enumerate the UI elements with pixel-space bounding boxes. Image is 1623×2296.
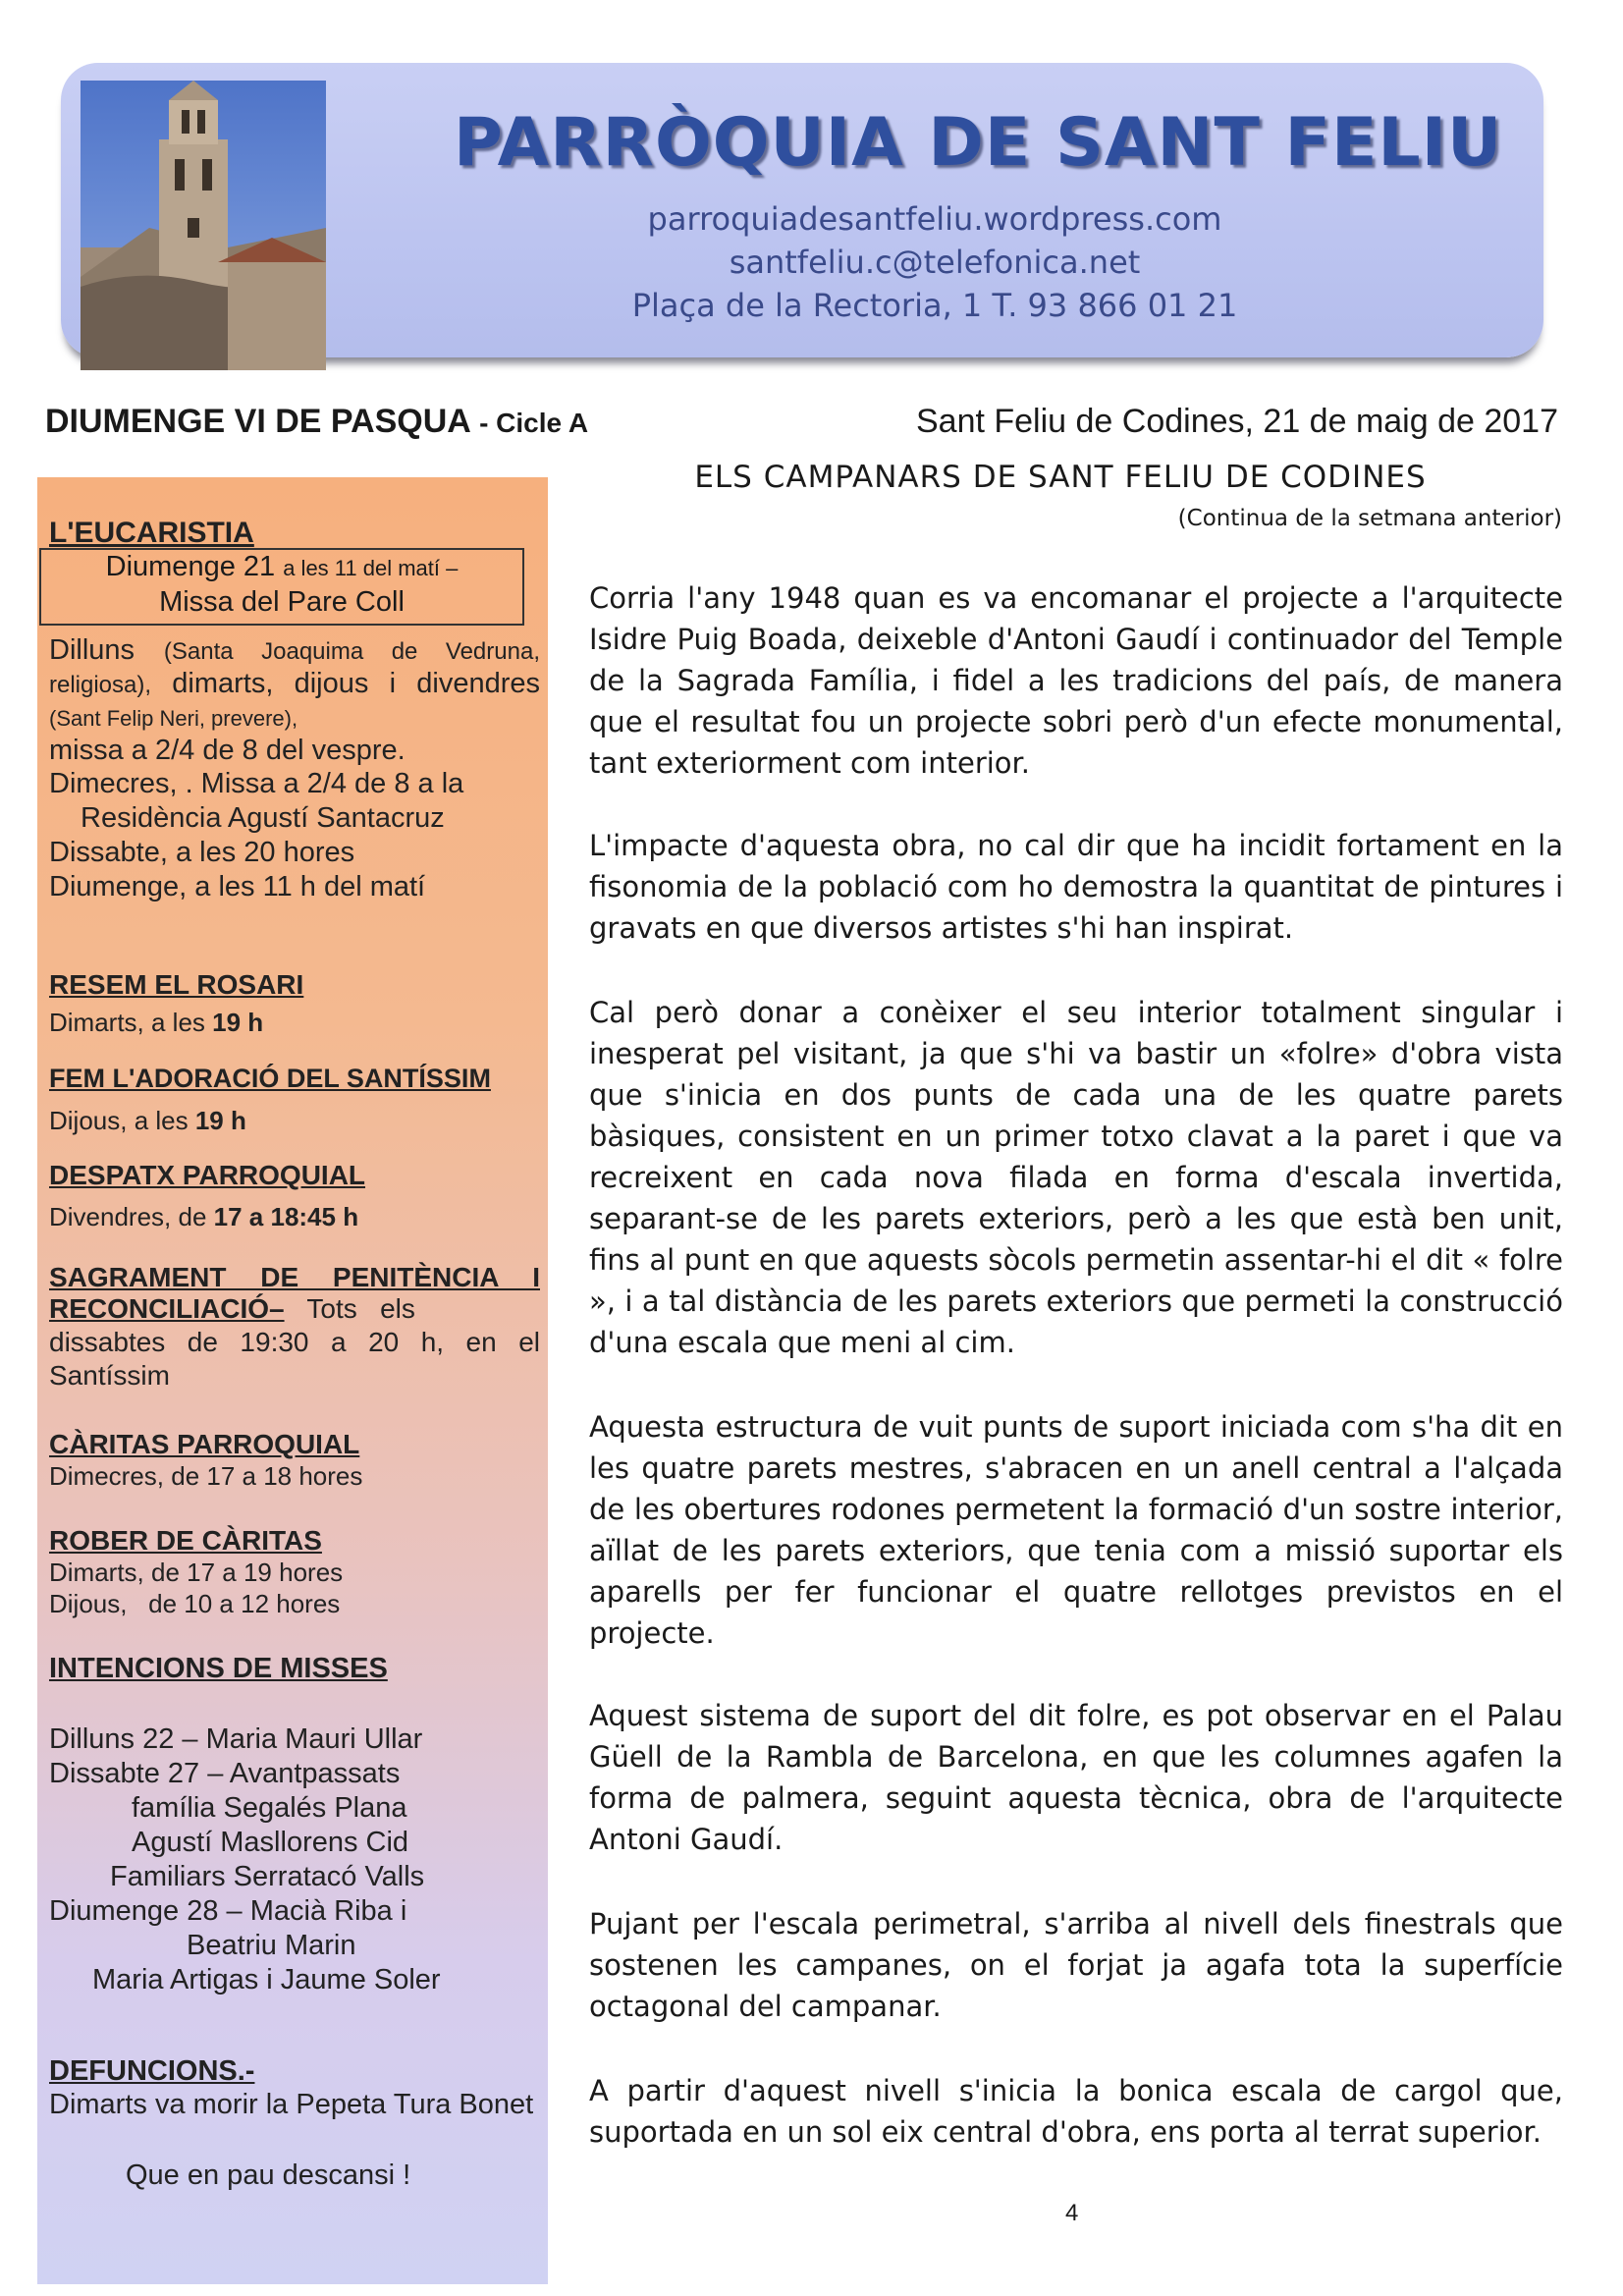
- article-paragraph-5: Aquest sistema de suport del dit folre, es pot observar en el Palau Güell de la Rambla de Barcelona, en que les columnes agafen la forma de palmera, seguint aquesta tècnica, obra de l'arquitecte Antoni Gaudí.: [589, 1699, 1563, 1856]
- parish-title: PARRÒQUIA DE SANT FELIU: [454, 104, 1503, 182]
- saturday-mass: Dissabte, a les 20 hores: [49, 837, 355, 868]
- rosari-heading: RESEM EL ROSARI: [49, 969, 304, 1000]
- adoracio-time: [49, 1104, 540, 1137]
- page-number: 4: [1065, 2200, 1079, 2226]
- despatx-time: [49, 1200, 540, 1233]
- liturgical-cycle: - Cicle A: [479, 408, 589, 438]
- article-paragraph-3: Cal però donar a conèixer el seu interior totalment singular i inesperat pel visitant, ja que s'hi va bastir un «folre» d'obra vista que s'inicia en dos punts de cada una de les quatre parets bàsiques, consistent en un primer totxo clavat a la paret i que va recreixent en cada nova filada en forma d'escala invertida, separant-se de les parets exteriors, però a les que està ben unit, fins al punt en que aquests sòcols permetin assentar-hi el dit « folre », i a tal distància de les parets exteriors que permeti la construcció d'una escala que meni al cim.: [589, 996, 1563, 1359]
- defuncio-1: Dimarts va morir la Pepeta Tura Bonet: [49, 2089, 534, 2120]
- weekday-monday-note: (Santa Joaquima de Vedruna, religiosa),: [49, 638, 540, 698]
- penitencia-heading-2-text: RECONCILIACIÓ–: [49, 1293, 285, 1324]
- featured-mass-line2: Missa del Pare Coll: [159, 586, 405, 618]
- article-paragraph-2: L'impacte d'aquesta obra, no cal dir que ha incidit fortament en la fisonomia de la població com ho demostra la quantitat de pintures i gravats en que diversos artistes s'hi han inspirat.: [589, 829, 1563, 945]
- rober-time-2: Dijous, de 10 a 12 hores: [49, 1589, 341, 1618]
- penitencia-heading-1: SAGRAMENT DE PENITÈNCIA I: [49, 1262, 540, 1292]
- rosari-hour: 19 h: [212, 1008, 264, 1037]
- weekday-others: dimarts, dijous i divendres: [151, 668, 540, 699]
- eucaristia-heading: L'EUCARISTIA: [49, 517, 254, 549]
- intention-1: Dilluns 22 – Maria Mauri Ullar: [49, 1723, 423, 1755]
- rober-heading: ROBER DE CÀRITAS: [49, 1525, 322, 1556]
- caritas-time: Dimecres, de 17 a 18 hores: [49, 1461, 363, 1491]
- intention-5: Familiars Serratacó Valls: [110, 1861, 425, 1892]
- email[interactable]: santfeliu.c@telefonica.net: [729, 244, 1141, 281]
- header-banner: [61, 63, 1543, 357]
- article-subtitle: (Continua de la setmana anterior): [1177, 506, 1562, 531]
- rober-time-1: Dimarts, de 17 a 19 hores: [49, 1558, 344, 1587]
- defuncions-heading: DEFUNCIONS.-: [49, 2055, 255, 2087]
- date-line: Sant Feliu de Codines, 21 de maig de 2017: [915, 403, 1558, 440]
- website[interactable]: parroquiadesantfeliu.wordpress.com: [647, 200, 1222, 238]
- intention-4: Agustí Masllorens Cid: [132, 1827, 409, 1858]
- wednesday-line2: Residència Agustí Santacruz: [81, 802, 445, 834]
- weekday-time: missa a 2/4 de 8 del vespre.: [49, 735, 406, 766]
- penitencia-time: dissabtes de 19:30 a 20 h, en el Santíssim: [49, 1327, 540, 1391]
- article-paragraph-1: Corria l'any 1948 quan es va encomanar el projecte a l'arquitecte Isidre Puig Boada, deixeble d'Antoni Gaudí i continuador del Temple de la Sagrada Família, i fidel a les tradicions del país, de manera que el resultat fou un projecte sobri però d'un efecte monumental, tant exteriorment com interior.: [589, 581, 1563, 780]
- intencions-heading: INTENCIONS DE MISSES: [49, 1653, 388, 1684]
- church-tower-image: [81, 81, 326, 370]
- despatx-heading: DESPATX PARROQUIAL: [49, 1160, 366, 1190]
- featured-mass-box: [39, 548, 524, 626]
- address-phone: Plaça de la Rectoria, 1 T. 93 866 01 21: [631, 287, 1238, 324]
- sunday-mass: Diumenge, a les 11 h del matí: [49, 871, 426, 902]
- church-tower-photo: [81, 81, 326, 370]
- article-paragraph-4: Aquesta estructura de vuit punts de suport iniciada com s'ha dit en les quatre parets mestres, s'abracen en un anell central a l'alçada de les obertures rodones permetent la formació d'un sostre interior, aïllat de les parets exteriors, que tenia com a missió suportar els aparells per fer funcionar el quatre rellotges previstos en el projecte.: [589, 1410, 1563, 1650]
- article-title: ELS CAMPANARS DE SANT FELIU DE CODINES: [694, 460, 1427, 495]
- intention-2: Dissabte 27 – Avantpassats: [49, 1758, 401, 1789]
- penitencia-tail: Tots els: [284, 1293, 415, 1324]
- article-paragraph-6: Pujant per l'escala perimetral, s'arriba al nivell dels finestrals que sostenen les campanes, on el forjat ja agafa tota la superfície octagonal del campanar.: [589, 1907, 1563, 2023]
- penitencia-heading-2: [49, 1292, 540, 1326]
- intention-6: Diumenge 28 – Macià Riba i: [49, 1895, 407, 1927]
- despatx-hours: 17 a 18:45 h: [213, 1202, 359, 1231]
- adoracio-text: Dijous, a les: [49, 1106, 195, 1135]
- featured-mass-line1: [41, 550, 522, 585]
- featured-mass-time: a les 11 del matí –: [283, 556, 459, 580]
- despatx-text: Divendres, de: [49, 1202, 214, 1231]
- weekday-masses: [49, 634, 540, 767]
- rosari-text: Dimarts, a les: [49, 1008, 213, 1037]
- schedule-column: [37, 477, 548, 2284]
- adoracio-hour: 19 h: [194, 1106, 246, 1135]
- sunday-name: DIUMENGE VI DE PASQUA: [45, 403, 470, 440]
- liturgical-sunday: [45, 403, 588, 441]
- weekday-monday: Dilluns: [49, 634, 164, 666]
- featured-mass-day: Diumenge 21: [105, 551, 284, 582]
- caritas-heading: CÀRITAS PARROQUIAL: [49, 1429, 360, 1459]
- adoracio-heading: FEM L'ADORACIÓ DEL SANTÍSSIM: [49, 1064, 491, 1093]
- weekday-others-note: (Sant Felip Neri, prevere),: [49, 706, 298, 731]
- article-paragraph-7: A partir d'aquest nivell s'inicia la bonica escala de cargol que, suportada en un sol eix central d'obra, ens porta al terrat superior.: [589, 2074, 1563, 2149]
- intention-3: família Segalés Plana: [132, 1792, 407, 1824]
- defuncio-2: Que en pau descansi !: [126, 2159, 411, 2191]
- intention-7: Beatriu Marin: [187, 1930, 356, 1961]
- rosari-time: [49, 1006, 540, 1039]
- intention-8: Maria Artigas i Jaume Soler: [92, 1964, 441, 1995]
- wednesday-line1: Dimecres, . Missa a 2/4 de 8 a la: [49, 768, 464, 799]
